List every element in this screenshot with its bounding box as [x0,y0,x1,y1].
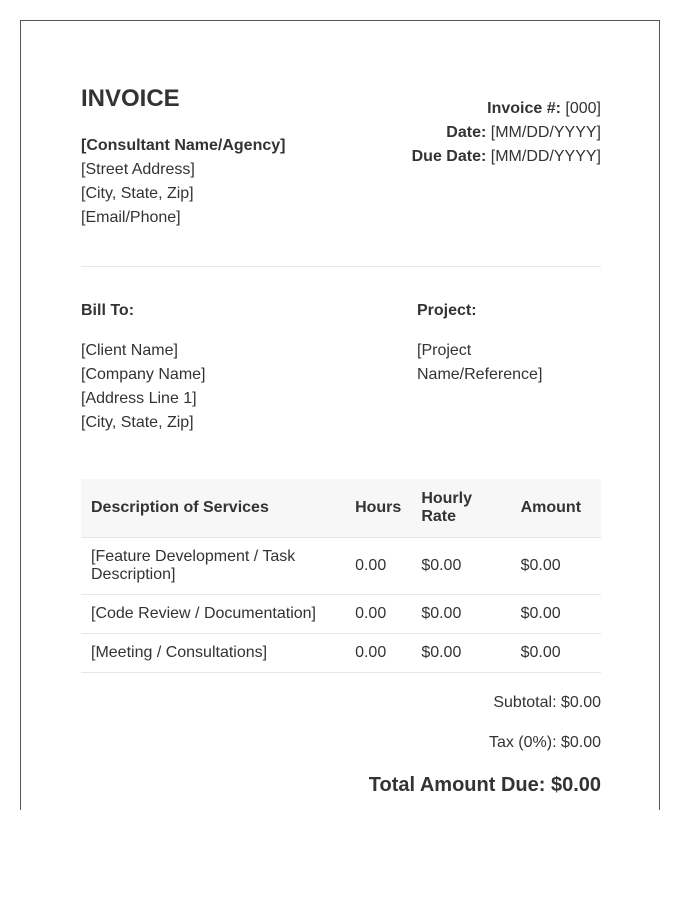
header-hours: Hours [345,479,411,538]
invoice-due-date-label: Due Date: [411,148,487,165]
table-row [81,538,601,595]
table-header-row [81,479,601,538]
project-block [417,299,601,387]
header-description: Description of Services [81,479,345,538]
bill-to-address: [Address Line 1] [81,390,197,407]
consultant-name: [Consultant Name/Agency] [81,137,286,154]
header-rate: Hourly Rate [411,479,510,538]
header-divider [81,266,601,267]
consultant-city: [City, State, Zip] [81,185,194,202]
row-description: [Meeting / Consultations] [81,634,345,673]
table-row [81,634,601,673]
services-table [81,479,601,673]
table-row [81,595,601,634]
invoice-due-date [412,145,601,169]
subtotal: Subtotal: $0.00 [493,694,601,711]
row-hours: 0.00 [345,538,411,595]
invoice-number [412,97,601,121]
invoice-page [20,20,660,810]
project-name: [Project Name/Reference] [417,342,543,383]
totals-block [369,691,601,797]
bill-to-client: [Client Name] [81,342,178,359]
project-heading: Project: [417,302,477,319]
row-amount: $0.00 [511,634,601,673]
invoice-date-value: [MM/DD/YYYY] [490,124,601,141]
consultant-contact: [Email/Phone] [81,209,181,226]
bill-to-company: [Company Name] [81,366,206,383]
bill-to-heading: Bill To: [81,302,135,319]
invoice-date [412,121,601,145]
row-rate: $0.00 [411,595,510,634]
invoice-number-value: [000] [565,100,601,117]
row-rate: $0.00 [411,634,510,673]
consultant-block [81,134,285,230]
consultant-street: [Street Address] [81,161,195,178]
bill-to-block [81,299,206,435]
row-hours: 0.00 [345,634,411,673]
invoice-meta [412,97,601,169]
bill-to-city: [City, State, Zip] [81,414,194,431]
invoice-number-label: Invoice #: [487,100,561,117]
row-amount: $0.00 [511,595,601,634]
row-hours: 0.00 [345,595,411,634]
invoice-title: INVOICE [81,85,180,112]
row-description: [Feature Development / Task Description] [81,538,345,595]
invoice-date-label: Date: [446,124,487,141]
row-description: [Code Review / Documentation] [81,595,345,634]
row-amount: $0.00 [511,538,601,595]
invoice-due-date-value: [MM/DD/YYYY] [490,148,601,165]
total-amount-due: Total Amount Due: $0.00 [368,774,601,796]
tax: Tax (0%): $0.00 [488,734,601,751]
row-rate: $0.00 [411,538,510,595]
header-amount: Amount [511,479,601,538]
